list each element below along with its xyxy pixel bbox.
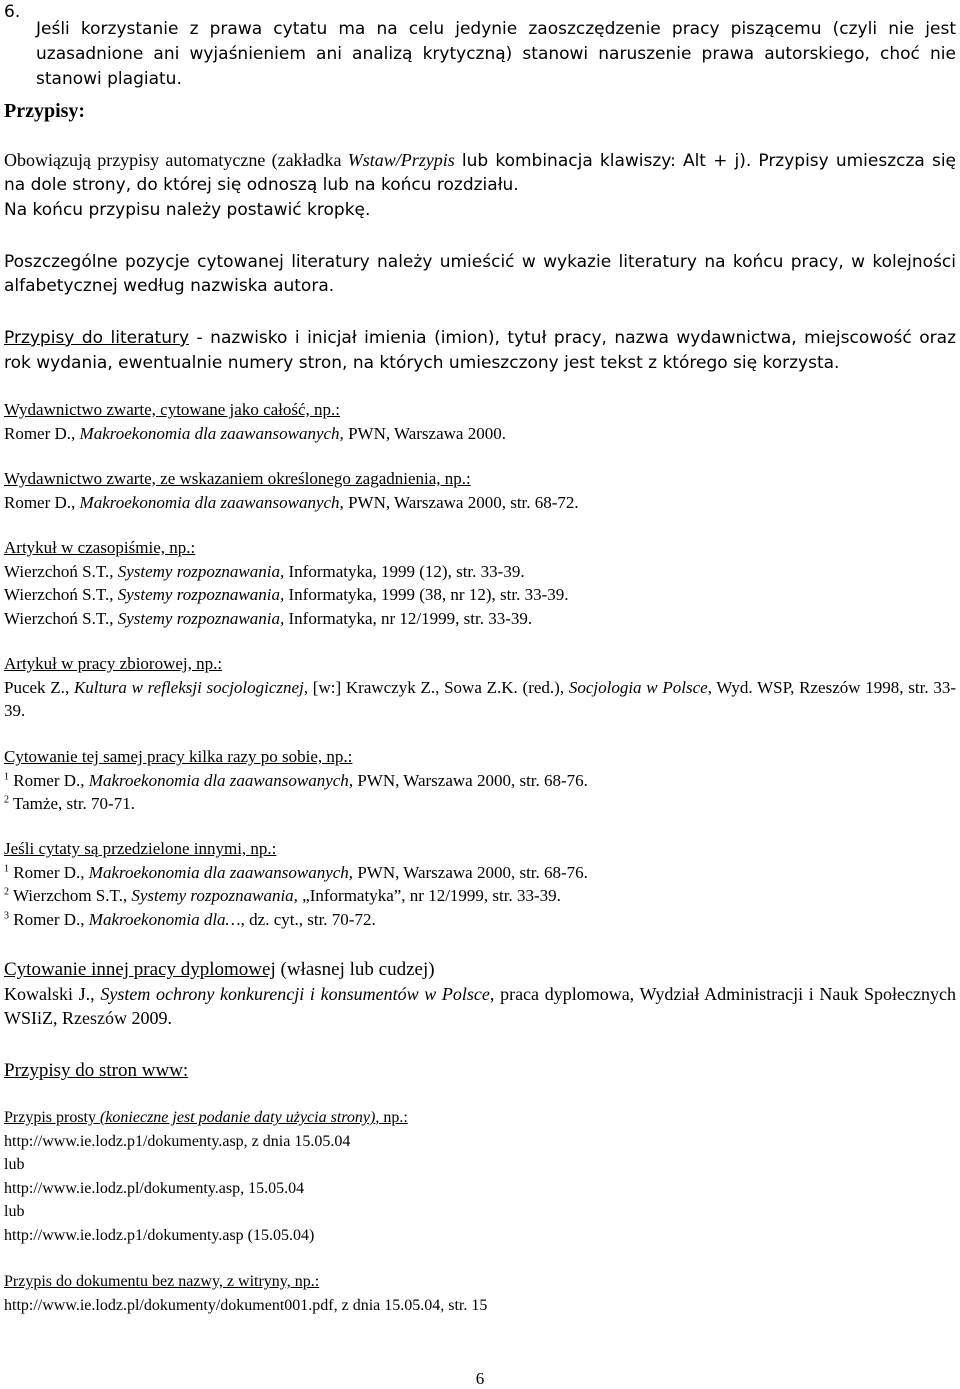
example-monograph-whole [4,398,956,445]
citation-line: Wierzchoń S.T., Systemy rozpoznawania, Informatyka, 1999 (12), str. 33-39. [4,561,525,581]
literature-footnotes-paragraph [4,326,956,376]
footnotes-period-rule: Na końcu przypisu należy postawić kropkę. [4,200,371,220]
intro-text-menu-path: Wstaw/Przypis [347,150,455,170]
footnote-line: $^3$ Romer D., Makroekonomia dla…, dz. cyt., str. 70-72. [4,909,376,929]
example-thesis-citation [4,958,956,1030]
section-heading-www: Przypisy do stron www: [4,1060,189,1081]
page-number: 6 [475,1369,485,1388]
example-monograph-section [4,467,956,514]
example-heading: Jeśli cytaty są przedzielone innymi, np.: [4,839,277,858]
example-heading: Przypis do dokumentu bez nazwy, z witryny, np.: [4,1273,320,1290]
example-journal-article [4,536,956,630]
example-simple-web-footnote [4,1106,956,1247]
list-item-text: Jeśli korzystanie z prawa cytatu ma na celu jedynie zaoszczędzenie pracy piszącemu (czyli nie jest uzasadnione ani wyjaśnieniem ani analizą krytyczną) stanowi naruszenie prawa autorskiego, choć nie stanowi plagiatu. [36,19,956,89]
literature-footnotes-label: Przypisy do literatury [4,328,190,348]
example-heading: Wydawnictwo zwarte, cytowane jako całość, np.: [4,400,341,419]
example-collective-work [4,652,956,723]
footnote-line: $^1$ Romer D., Makroekonomia dla zaawansowanych, PWN, Warszawa 2000, str. 68-76. [4,770,588,790]
footnotes-intro-paragraph [4,148,956,197]
example-heading: Cytowanie innej pracy dyplomowej (własnej lub cudzej) [4,959,435,980]
or-separator: lub [4,1156,25,1173]
list-item-6 [0,0,960,89]
example-heading: Artykuł w czasopiśmie, np.: [4,538,196,557]
url-line: http://www.ie.lodz.pl/dokumenty.asp, 15.05.04 [4,1179,305,1197]
example-interleaved-citations [4,837,956,931]
section-heading-footnotes: Przypisy: [4,100,86,122]
citation-line: Romer D., Makroekonomia dla zaawansowanych, PWN, Warszawa 2000, str. 68-72. [4,492,579,512]
example-heading: Przypis prosty (konieczne jest podanie daty użycia strony), np.: [4,1109,408,1126]
footnote-line: $^2$ Tamże, str. 70-71. [4,794,135,813]
example-heading: Artykuł w pracy zbiorowej, np.: [4,654,223,673]
footnote-line: $^2$ Wierzchom S.T., Systemy rozpoznawania, „Informatyka”, nr 12/1999, str. 33-39. [4,886,561,905]
example-unnamed-document [4,1270,956,1317]
or-separator: lub [4,1203,25,1220]
citation-line: Wierzchoń S.T., Systemy rozpoznawania, Informatyka, nr 12/1999, str. 33-39. [4,608,533,628]
url-line: http://www.ie.lodz.p1/dokumenty.asp, z dnia 15.05.04 [4,1132,351,1150]
citation-text: Kowalski J., System ochrony konkurencji i konsumentów w Polsce, praca dyplomowa, Wydział Administracji i Nauk Społecznych WSIiZ, Rzeszów 2009. [4,984,957,1028]
url-line: http://www.ie.lodz.p1/dokumenty.asp (15.05.04) [4,1226,315,1244]
citation-line: Romer D., Makroekonomia dla zaawansowanych, PWN, Warszawa 2000. [4,423,506,443]
intro-text-start: Obowiązują przypisy automatyczne (zakładka [4,150,348,170]
url-line: http://www.ie.lodz.pl/dokumenty/dokument001.pdf, z dnia 15.05.04, str. 15 [4,1296,488,1314]
literature-footnotes-text: - nazwisko i inicjał imienia (imion), tytuł pracy, nazwa wydawnictwa, miejscowość oraz rok wydania, ewentualnie numery stron, na których umieszczony jest tekst z którego się korzysta. [4,328,956,373]
bibliography-paragraph: Poszczególne pozycje cytowanej literatury należy umieścić w wykazie literatury na końcu pracy, w kolejności alfabetycznej według nazwiska autora. [4,252,956,296]
intro-text-end: lub kombinacja klawiszy: Alt + j). Przypisy umieszcza się na dole strony, do której się odnoszą lub na końcu rozdziału. [4,151,957,195]
example-repeated-citation [4,745,956,816]
citation-text: Pucek Z., Kultura w refleksji socjologicznej, [w:] Krawczyk Z., Sowa Z.K. (red.), Socjologia w Polsce, Wyd. WSP, Rzeszów 1998, str. 33-39. [4,677,957,720]
example-heading: Wydawnictwo zwarte, ze wskazaniem określonego zagadnienia, np.: [4,469,471,488]
list-item-number: 6. [4,2,21,22]
citation-line: Wierzchoń S.T., Systemy rozpoznawania, Informatyka, 1999 (38, nr 12), str. 33-39. [4,585,569,604]
example-heading: Cytowanie tej samej pracy kilka razy po sobie, np.: [4,747,353,766]
footnote-line: $^1$ Romer D., Makroekonomia dla zaawansowanych, PWN, Warszawa 2000, str. 68-76. [4,862,588,882]
